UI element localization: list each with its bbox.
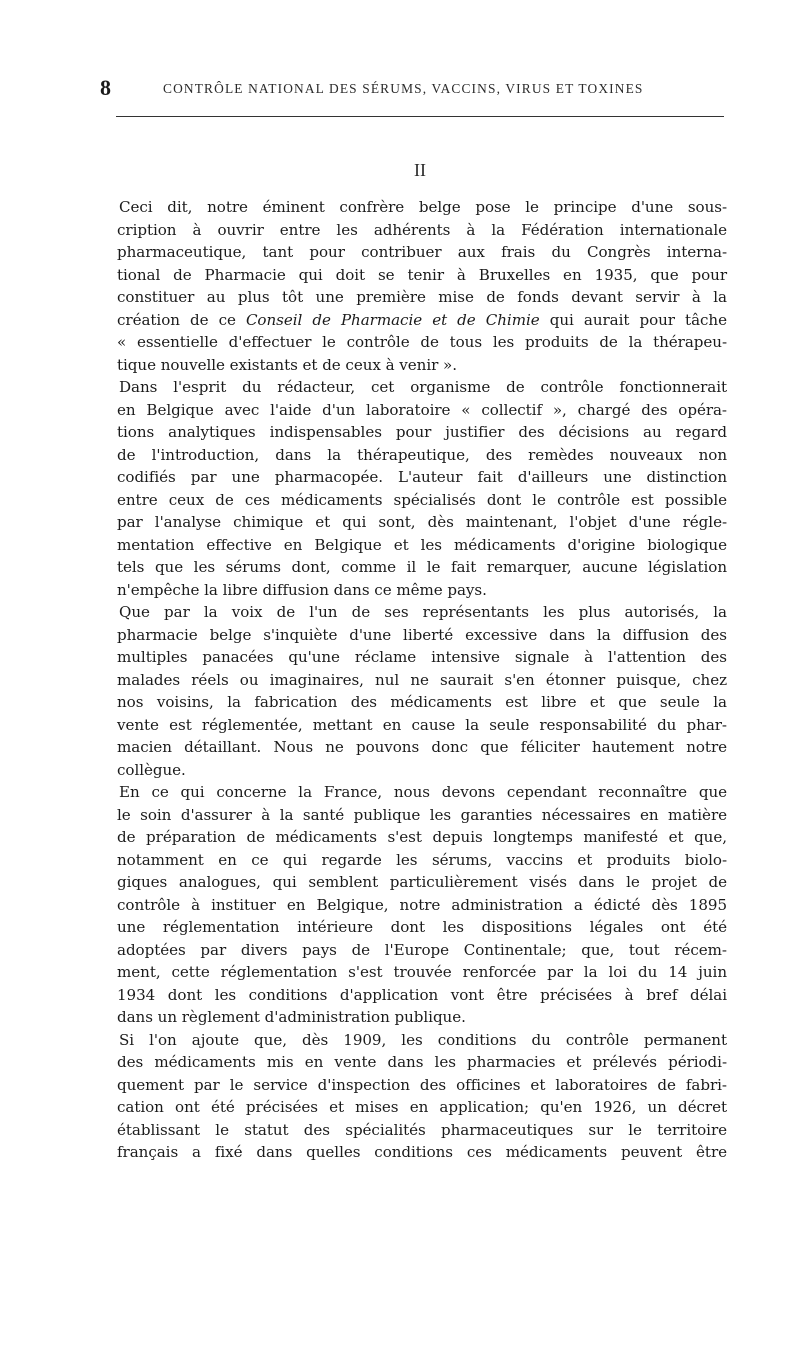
running-header bbox=[100, 70, 726, 106]
text-line: 1934 dont les conditions d'application vont être précisées à bref délai bbox=[117, 985, 727, 1004]
header-rule bbox=[116, 116, 724, 117]
text-line: établissant le statut des spécialités pharmaceutiques sur le territoire bbox=[117, 1120, 727, 1139]
text-line: cation ont été précisées et mises en application; qu'en 1926, un décret bbox=[117, 1098, 727, 1116]
text-line: nos voisins, la fabrication des médicaments est libre et que seule la bbox=[117, 693, 727, 711]
text-line: En ce qui concerne la France, nous devons cependant reconnaître que bbox=[119, 783, 727, 801]
text-line: notamment en ce qui regarde les sérums, vaccins et produits biolo- bbox=[117, 850, 727, 869]
paragraph bbox=[117, 376, 727, 601]
page-number: 8 bbox=[100, 75, 111, 100]
section-number: II bbox=[414, 160, 426, 180]
text-line: macien détaillant. Nous ne pouvons donc que féliciter hautement notre bbox=[117, 738, 727, 756]
body-text bbox=[117, 196, 727, 1164]
paragraph bbox=[117, 1029, 727, 1164]
text-line: giques analogues, qui semblent particulièrement visés dans le projet de bbox=[117, 873, 727, 891]
text-line: malades réels ou imaginaires, nul ne saurait s'en étonner puisque, chez bbox=[117, 670, 727, 689]
text-line: cription à ouvrir entre les adhérents à la Fédération internationale bbox=[117, 220, 727, 239]
text-line: collègue. bbox=[117, 760, 186, 779]
text-line: de préparation de médicaments s'est depuis longtemps manifesté et que, bbox=[117, 828, 727, 846]
paragraph bbox=[117, 196, 727, 376]
text-line: en Belgique avec l'aide d'un laboratoire « collectif », chargé des opéra- bbox=[117, 400, 727, 419]
text-line: multiples panacées qu'une réclame intensive signale à l'attention des bbox=[117, 648, 727, 666]
paragraph bbox=[117, 781, 727, 1029]
text-line: quement par le service d'inspection des officines et laboratoires de fabri- bbox=[117, 1075, 727, 1094]
text-line: ment, cette réglementation s'est trouvée renforcée par la loi du 14 juin bbox=[117, 963, 727, 981]
text-line: constituer au plus tôt une première mise de fonds devant servir à la bbox=[117, 288, 727, 306]
text-line: pharmacie belge s'inquiète d'une liberté excessive dans la diffusion des bbox=[117, 625, 727, 644]
text-line bbox=[117, 309, 727, 332]
text-line: français a fixé dans quelles conditions ces médicaments peuvent être bbox=[117, 1143, 727, 1161]
text-line: tels que les sérums dont, comme il le fait remarquer, aucune législation bbox=[117, 558, 727, 576]
text-line: pharmaceutique, tant pour contribuer aux frais du Congrès interna- bbox=[117, 243, 727, 261]
text-line: le soin d'assurer à la santé publique les garanties nécessaires en matière bbox=[117, 805, 727, 824]
text-line: « essentielle d'effectuer le contrôle de tous les produits de la thérapeu- bbox=[117, 333, 727, 351]
paragraph bbox=[117, 601, 727, 781]
text-line: dans un règlement d'administration publique. bbox=[117, 1008, 466, 1026]
text-line: Si l'on ajoute que, dès 1909, les conditions du contrôle permanent bbox=[119, 1030, 727, 1049]
italic-title: Conseil de Pharmacie et de Chimie bbox=[245, 310, 540, 329]
text-line: contrôle à instituer en Belgique, notre administration a édicté dès 1895 bbox=[117, 895, 727, 914]
text-line: tions analytiques indispensables pour justifier des décisions au regard bbox=[117, 423, 727, 441]
running-title: CONTRÔLE NATIONAL DES SÉRUMS, VACCINS, VIRUS ET TOXINES bbox=[163, 81, 644, 96]
text-line: vente est réglementée, mettant en cause la seule responsabilité du phar- bbox=[117, 715, 727, 734]
text-line: codifiés par une pharmacopée. L'auteur fait d'ailleurs une distinction bbox=[117, 468, 727, 486]
text-fragment: qui aurait pour tâche bbox=[539, 310, 727, 329]
text-line: Ceci dit, notre éminent confrère belge pose le principe d'une sous- bbox=[119, 198, 727, 216]
text-line: de l'introduction, dans la thérapeutique, des remèdes nouveaux non bbox=[117, 445, 727, 464]
text-line: des médicaments mis en vente dans les pharmacies et prélevés périodi- bbox=[117, 1053, 727, 1071]
text-line: mentation effective en Belgique et les médicaments d'origine biologique bbox=[117, 535, 727, 554]
text-line: une réglementation intérieure dont les dispositions légales ont été bbox=[117, 918, 727, 936]
text-line: adoptées par divers pays de l'Europe Continentale; que, tout récem- bbox=[117, 940, 727, 959]
text-line: tional de Pharmacie qui doit se tenir à Bruxelles en 1935, que pour bbox=[117, 265, 727, 284]
text-line: entre ceux de ces médicaments spécialisés dont le contrôle est possible bbox=[117, 490, 727, 509]
text-line: Que par la voix de l'un de ses représentants les plus autorisés, la bbox=[119, 603, 727, 621]
text-line: n'empêche la libre diffusion dans ce même pays. bbox=[117, 580, 487, 599]
text-line: Dans l'esprit du rédacteur, cet organisme de contrôle fonctionnerait bbox=[119, 378, 727, 396]
text-fragment: création de ce bbox=[117, 310, 246, 329]
text-line: tique nouvelle existants et de ceux à venir ». bbox=[117, 355, 457, 374]
text-line: par l'analyse chimique et qui sont, dès maintenant, l'objet d'une régle- bbox=[117, 513, 727, 531]
